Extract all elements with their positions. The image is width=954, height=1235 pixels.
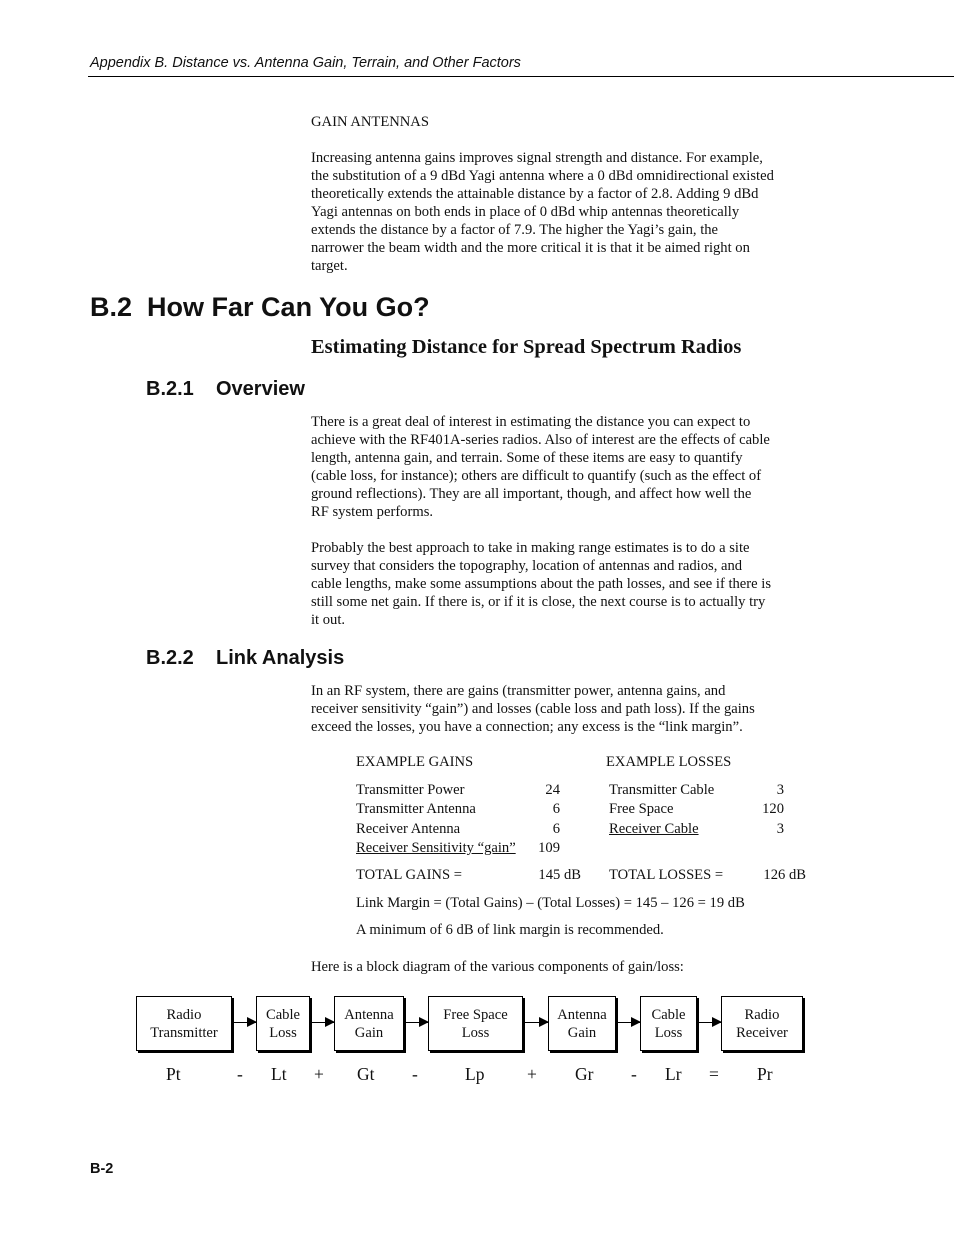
loss-label: Transmitter Cable [609,782,715,798]
gain-antennas-heading: GAIN ANTENNAS [311,114,429,130]
link-margin-equation: Link Margin = (Total Gains) – (Total Losses) = 145 – 126 = 19 dB [356,895,745,911]
text-line: theoretically extends the attainable distance by a factor of 2.8. Adding 9 dBd [311,186,759,202]
total-losses-label: TOTAL LOSSES = [609,867,724,883]
text-line: ground reflections). They are all important, though, and affect how well the [311,486,752,502]
block-line: Loss [654,1024,683,1041]
loss-label: Receiver Cable [609,821,699,837]
diagram-block-free-space-loss [428,996,523,1051]
gain-label: Transmitter Antenna [356,801,476,817]
text-line: Probably the best approach to take in making range estimates is to do a site [311,540,750,556]
block-line: Radio [744,1006,780,1023]
section-number: B.2 [90,292,133,322]
diagram-block-antenna-gain [334,996,404,1051]
formula-term: Gt [357,1064,375,1084]
gain-value: 24 [545,782,560,798]
text-line: it out. [311,612,346,628]
block-line: Loss [461,1024,490,1041]
formula-term: Pr [757,1064,773,1084]
diagram-block-cable-loss [256,996,310,1051]
loss-value: 3 [776,782,784,798]
section-subtitle: Estimating Distance for Spread Spectrum Radios [311,336,742,358]
arrow-icon [231,1022,256,1023]
block-line: Gain [354,1024,384,1041]
overview-paragraph-2 [311,539,771,629]
gains-heading: EXAMPLE GAINS [356,754,474,770]
formula-term: Pt [166,1064,181,1084]
gain-label: Receiver Antenna [356,821,461,837]
text-line: Increasing antenna gains improves signal strength and distance. For example, [311,150,763,166]
gain-value: 6 [552,801,560,817]
block-line: Cable [651,1006,686,1023]
text-line: exceed the losses, you have a connection; any excess is the “link margin”. [311,719,743,735]
losses-heading: EXAMPLE LOSSES [606,754,732,770]
overview-title: Overview [216,378,305,400]
gain-antennas-paragraph [311,149,774,275]
block-line: Radio [166,1006,202,1023]
text-line: the substitution of a 9 dBd Yagi antenna where a 0 dBd omnidirectional existed [311,168,774,184]
arrow-icon [522,1022,548,1023]
block-line: Gain [567,1024,597,1041]
gain-value: 109 [538,840,560,856]
formula-operator: + [314,1064,324,1084]
section-title: How Far Can You Go? [147,292,430,322]
link-analysis-title: Link Analysis [216,647,345,669]
formula-term: Lt [271,1064,287,1084]
loss-value: 3 [776,821,784,837]
link-analysis-intro [311,682,755,736]
diagram-block-radio-transmitter [136,996,232,1051]
link-analysis-number: B.2.2 [146,647,194,669]
loss-value: 120 [762,801,784,817]
text-line: extends the distance by a factor of 7.9. The higher the Yagi’s gain, the [311,222,719,238]
total-gains-label: TOTAL GAINS = [356,867,462,883]
text-line: In an RF system, there are gains (transmitter power, antenna gains, and [311,683,726,699]
text-line: RF system performs. [311,504,434,520]
gain-label: Transmitter Power [356,782,465,798]
loss-row-underlined [609,821,784,838]
formula-term: Gr [575,1064,594,1084]
text-line: length, antenna gain, and terrain. Some of these items are easy to quantify [311,450,743,466]
arrow-icon [696,1022,721,1023]
text-line: survey that considers the topography, location of antennas and radios, and [311,558,743,574]
arrow-icon [403,1022,428,1023]
overview-heading [146,378,305,401]
loss-label: Free Space [609,801,674,817]
link-analysis-heading [146,647,344,670]
formula-operator: + [527,1064,537,1084]
total-gains-value: 145 dB [538,867,581,883]
overview-number: B.2.1 [146,378,194,400]
diagram-intro: Here is a block diagram of the various components of gain/loss: [311,959,684,975]
total-losses-value: 126 dB [763,867,806,883]
text-line: There is a great deal of interest in estimating the distance you can expect to [311,414,751,430]
text-line: target. [311,258,348,274]
arrow-icon [309,1022,334,1023]
formula-operator: - [412,1064,418,1084]
section-heading [90,292,430,323]
block-line: Antenna [557,1006,607,1023]
block-line: Loss [269,1024,297,1041]
block-line: Free Space [443,1006,508,1023]
page-number: B-2 [90,1161,114,1177]
block-line: Transmitter [150,1024,218,1041]
formula-operator: - [237,1064,243,1084]
diagram-block-radio-receiver [721,996,803,1051]
header-rule [88,76,954,77]
formula-term: Lr [665,1064,682,1084]
gain-value: 6 [552,821,560,837]
link-margin-recommendation: A minimum of 6 dB of link margin is recommended. [356,922,664,938]
overview-paragraph-1 [311,413,770,521]
diagram-block-cable-loss [640,996,697,1051]
text-line: cable lengths, make some assumptions about the path losses, and see if there is [311,576,772,592]
running-header: Appendix B. Distance vs. Antenna Gain, Terrain, and Other Factors [90,55,521,71]
text-line: still some net gain. If there is, or if it is close, the next course is to actually try [311,594,766,610]
block-line: Cable [265,1006,301,1023]
formula-operator: - [631,1064,637,1084]
text-line: (cable loss, for instance); others are difficult to quantify (such as the effect of [311,468,762,484]
text-line: achieve with the RF401A-series radios. Also of interest are the effects of cable [311,432,770,448]
block-line: Antenna [344,1006,394,1023]
formula-term: Lp [465,1064,485,1084]
formula-operator: = [709,1064,719,1084]
text-line: narrower the beam width and the more critical it is that it be aimed right on [311,240,750,256]
block-line: Receiver [736,1024,788,1041]
diagram-block-antenna-gain [548,996,616,1051]
text-line: receiver sensitivity “gain”) and losses (cable loss and path loss). If the gains [311,701,755,717]
text-line: Yagi antennas on both ends in place of 0 dBd whip antennas theoretically [311,204,740,220]
gain-row-underlined [356,840,560,857]
arrow-icon [615,1022,640,1023]
gain-label: Receiver Sensitivity “gain” [356,840,516,856]
